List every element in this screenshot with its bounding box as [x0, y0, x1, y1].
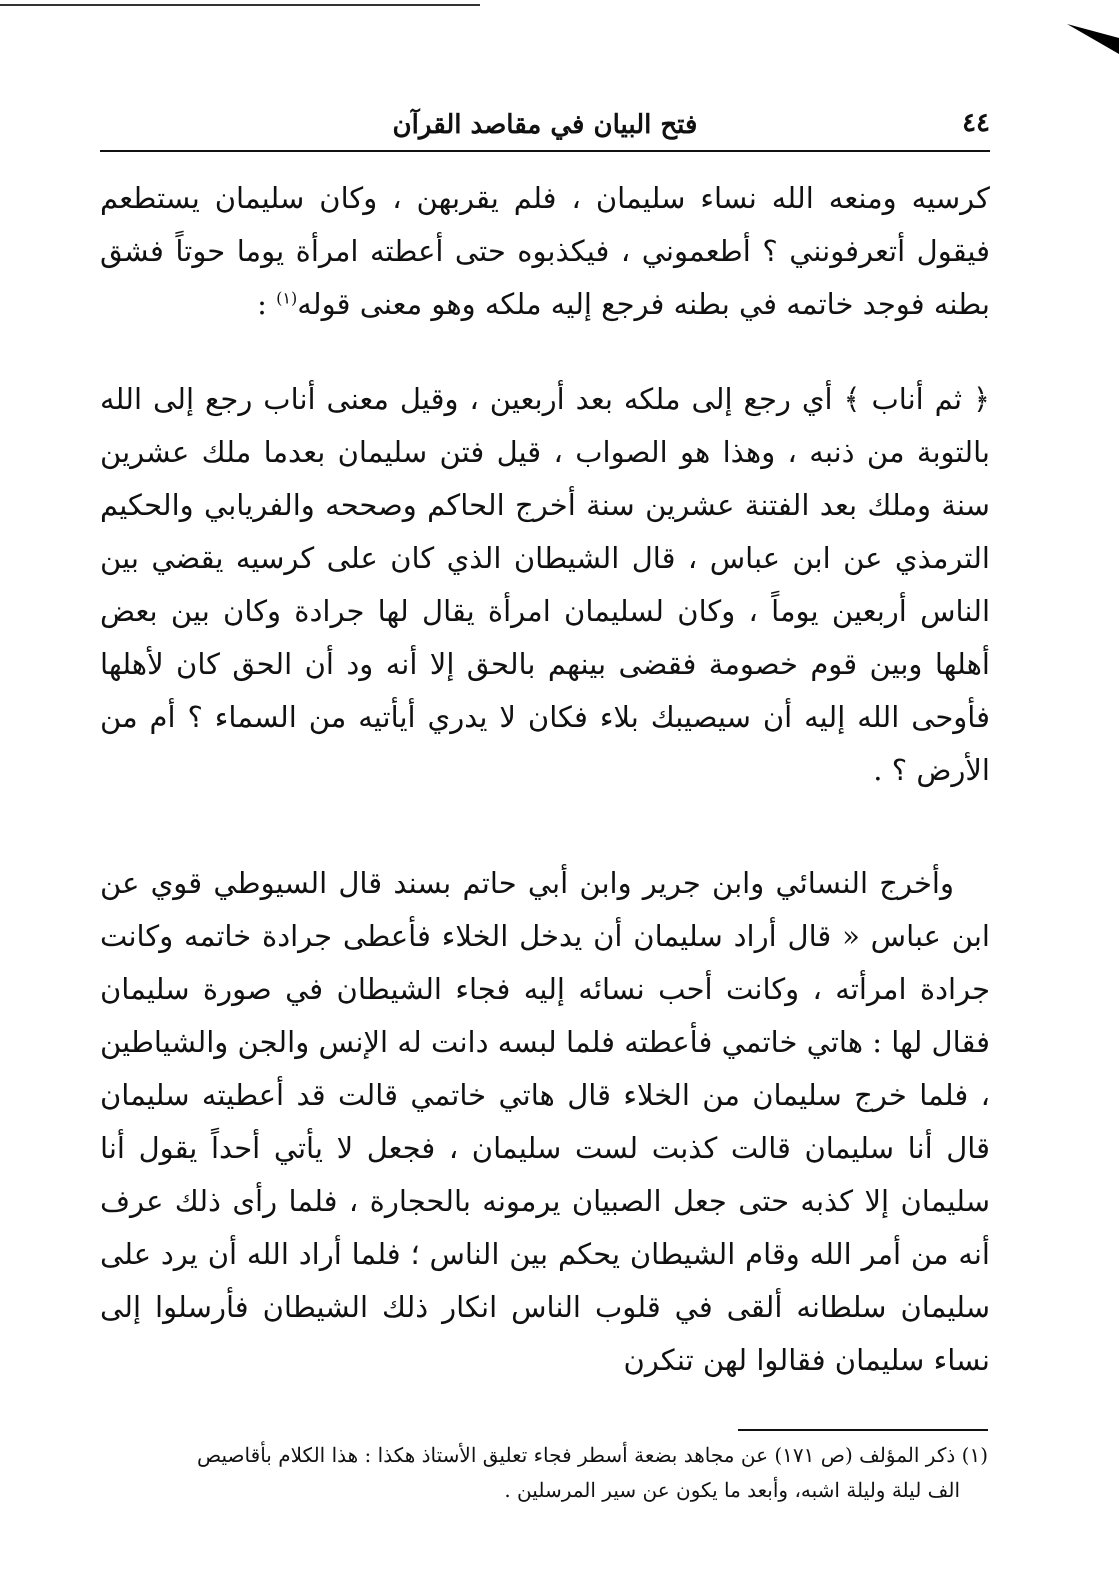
footnote-line-2: الف ليلة وليلة اشبه، وأبعد ما يكون عن سير المرسلين .: [504, 1478, 960, 1502]
footnote-separator: [738, 1429, 988, 1431]
footnote: [96, 1438, 988, 1508]
paragraph-1-ending: :: [257, 287, 277, 321]
paragraph-3: وأخرج النسائي وابن جرير وابن أبي حاتم بسند قال السيوطي قوي عن ابن عباس « قال أراد سليمان أن يدخل الخلاء فأعطى جرادة خاتمه وكانت جرادة امرأته ، وكانت أحب نسائه إليه فجاء الشيطان في صورة سليمان فقال لها : هاتي خاتمي فأعطته فلما لبسه دانت له الإنس والجن والشياطين ، فلما خرج سليمان من الخلاء قال هاتي خاتمي قالت قد أعطيته سليمان قال أنا سليمان قالت كذبت لست سليمان ، فجعل لا يأتي أحداً يقول أنا سليمان إلا كذبه حتى جعل الصبيان يرمونه بالحجارة ، فلما رأى ذلك عرف أنه من أمر الله وقام الشيطان يحكم بين الناس ؛ فلما أراد الله أن يرد على سليمان سلطانه ألقى في قلوب الناس انكار ذلك الشيطان فأرسلوا إلى نساء سليمان فقالوا لهن تنكرن: [100, 866, 990, 1377]
footnote-reference: (١): [276, 288, 298, 308]
footnote-line-1: (١) ذكر المؤلف (ص ١٧١) عن مجاهد بضعة أسطر فجاء تعليق الأستاذ هكذا : هذا الكلام بأقاصيص: [197, 1443, 988, 1467]
page-content: [100, 100, 990, 1387]
paragraph-1-text: كرسيه ومنعه الله نساء سليمان ، فلم يقربهن ، وكان سليمان يستطعم فيقول أتعرفونني ؟ أطعموني ، فيكذبوه حتى أعطته امرأة يوما حوتاً فشق بطنه فوجد خاتمه في بطنه فرجع إليه ملكه وهو معنى قوله: [100, 181, 990, 321]
paragraph-2: ﴿ ثم أناب ﴾ أي رجع إلى ملكه بعد أربعين ، وقيل معنى أناب رجع إلى الله بالتوبة من ذنبه ، وهذا هو الصواب ، قيل فتن سليمان بعدما ملك عشرين سنة وملك بعد الفتنة عشرين سنة أخرج الحاكم وصححه والفريابي والحكيم الترمذي عن ابن عباس ، قال الشيطان الذي كان على كرسيه يقضي بين الناس أربعين يوماً ، وكان لسليمان امرأة يقال لها جرادة وكان بين بعض أهلها وبين قوم خصومة فقضى بينهم بالحق إلا أنه ود أن الحق كان لأهلها فأوحى الله إليه أن سيصيبك بلاء فكان لا يدري أيأتيه من السماء ؟ أم من الأرض ؟ .: [100, 382, 990, 787]
book-title: فتح البيان في مقاصد القرآن: [392, 110, 698, 140]
corner-arrow-mark: [1067, 20, 1119, 58]
page-number: ٤٤: [962, 108, 990, 138]
scan-top-rule: [0, 4, 480, 6]
running-head: [100, 100, 990, 152]
paragraph-1: [100, 172, 990, 331]
